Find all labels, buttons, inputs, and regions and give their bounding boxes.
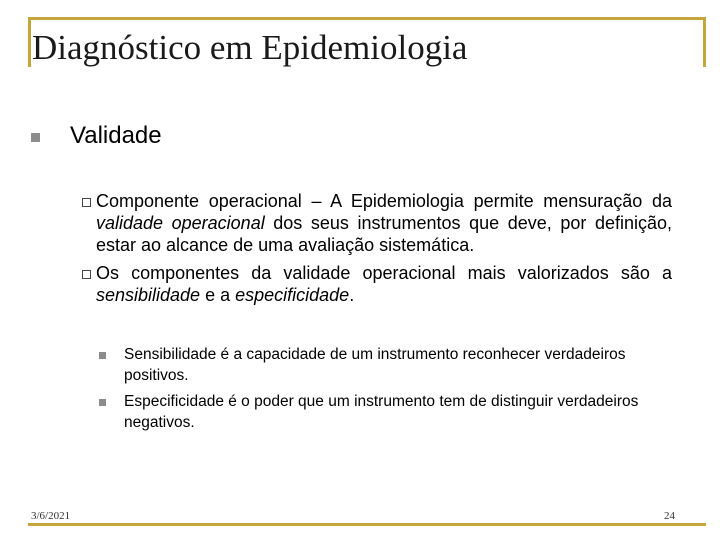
text-segment: e a bbox=[200, 285, 236, 305]
footer-rule bbox=[28, 523, 706, 526]
italic-term: especificidade bbox=[235, 285, 350, 305]
square-bullet-icon bbox=[31, 133, 40, 142]
footer-date: 3/6/2021 bbox=[31, 510, 71, 522]
hollow-square-bullet-icon bbox=[82, 198, 91, 207]
text-segment: Os componentes da validade operacional mais valorizados são a bbox=[96, 263, 672, 283]
square-bullet-icon bbox=[99, 352, 106, 359]
square-bullet-icon bbox=[99, 399, 106, 406]
hollow-square-bullet-icon bbox=[82, 270, 91, 279]
title-frame-top-rule bbox=[28, 17, 706, 20]
italic-term: validade operacional bbox=[96, 213, 265, 233]
sub-sub-bullet-especificidade: Especificidade é o poder que um instrumento tem de distinguir verdadeiros negativos. bbox=[124, 393, 639, 431]
sub-bullet-componentes-validade bbox=[96, 262, 672, 306]
sub-sub-bullet-sensibilidade: Sensibilidade é a capacidade de um instrumento reconhecer verdadeiros positivos. bbox=[124, 346, 626, 384]
title-frame-left-rule bbox=[28, 17, 31, 67]
page-number: 24 bbox=[664, 510, 675, 522]
sub-bullet-componente-operacional bbox=[96, 190, 672, 256]
italic-term: sensibilidade bbox=[96, 285, 201, 305]
slide-title: Diagnóstico em Epidemiologia bbox=[32, 28, 468, 67]
text-segment: Componente operacional – A Epidemiologia permite mensuração da bbox=[96, 191, 672, 211]
text-segment: dos seus instrumentos que deve, por definição, estar ao alcance de uma avaliação sistemática. bbox=[96, 213, 672, 255]
text-segment: . bbox=[349, 285, 355, 305]
title-frame-right-rule bbox=[703, 17, 706, 67]
bullet-validade: Validade bbox=[70, 122, 162, 149]
